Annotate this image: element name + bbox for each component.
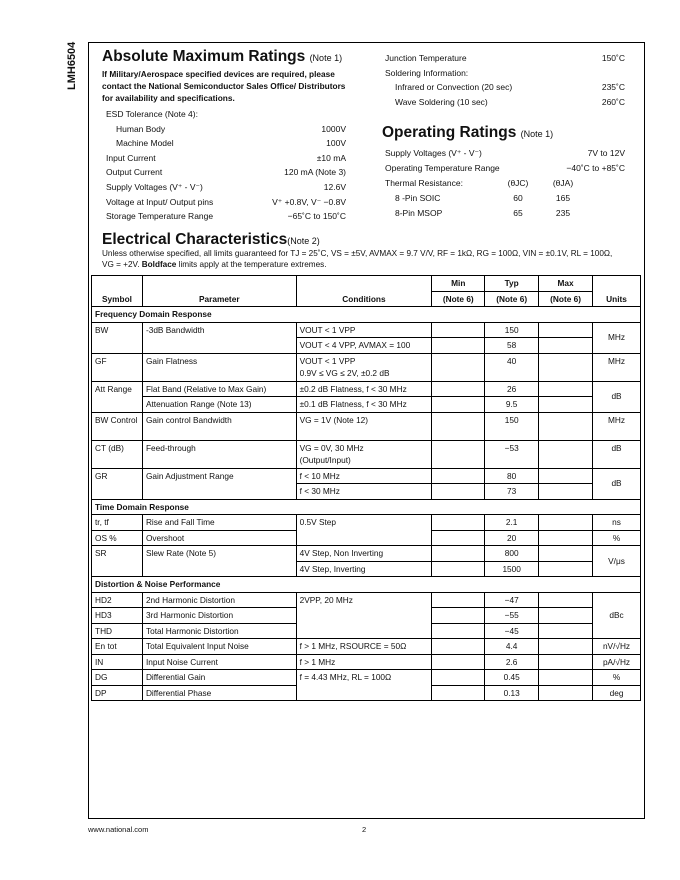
max-cell [539,639,593,655]
ec-title: Electrical Characteristics [102,231,288,248]
ec-heading [102,231,320,249]
header-min-note: (Note 6) [432,291,485,307]
parameter-cell: Input Noise Current [142,654,296,670]
amr-row-label: Human Body [116,124,166,134]
package-jc: 60 [513,193,523,203]
units-cell: % [593,670,641,686]
table-row [92,412,641,440]
units-cell: dB [593,381,641,412]
max-cell [539,530,593,546]
typ-cell: 0.45 [485,670,539,686]
symbol-cell: SR [92,546,143,577]
opr-row-label: Operating Temperature Range [385,163,500,173]
footer-url[interactable]: www.national.com [88,825,149,834]
header-units: Units [593,276,641,307]
table-row [92,381,641,397]
header-max-note: (Note 6) [539,291,593,307]
parameter-cell: Total Equivalent Input Noise [142,639,296,655]
amr-row-value: 100V [326,138,346,148]
amr-row-value: 1000V [321,124,346,134]
amr-row-value: 12.6V [323,182,346,192]
parameter-cell: 2nd Harmonic Distortion [142,592,296,608]
section-row [92,499,641,515]
theta-ja-header: (θJA) [552,178,574,188]
conditions-cell: 2VPP, 20 MHz [296,592,432,639]
typ-cell: 40 [485,353,539,381]
min-cell [432,639,485,655]
typ-cell: −55 [485,608,539,624]
max-cell [539,412,593,440]
opr-heading [382,124,553,142]
package-jc: 65 [513,208,523,218]
table-row [92,353,641,381]
table-row [92,468,641,484]
theta-jc-header: (θJC) [507,178,529,188]
section-distortion: Distortion & Noise Performance [92,577,641,593]
min-cell [432,561,485,577]
package-ja: 165 [555,193,571,203]
header-conditions: Conditions [296,276,432,307]
symbol-cell: BW Control [92,412,143,440]
amr-title: Absolute Maximum Ratings [102,48,306,65]
parameter-cell: Flat Band (Relative to Max Gain) [142,381,296,397]
ec-lead-text [102,249,622,270]
parameter-cell: Gain Adjustment Range [142,468,296,499]
min-cell [432,608,485,624]
max-cell [539,623,593,639]
amr-row-label: Supply Voltages (V⁺ - V⁻) [106,182,203,192]
conditions-cell [296,353,432,381]
parameter-cell: Feed-through [142,440,296,468]
max-cell [539,654,593,670]
max-cell [539,484,593,500]
units-cell: deg [593,685,641,701]
header-max: Max [539,276,593,292]
package-name: 8 -Pin SOIC [395,193,441,203]
max-cell [539,608,593,624]
table-row [92,639,641,655]
amr-row-label: Storage Temperature Range [106,211,214,221]
header-symbol: Symbol [92,276,143,307]
parameter-cell: Rise and Fall Time [142,515,296,531]
amr-right-label: Infrared or Convection (20 sec) [395,82,513,92]
ec-note: (Note 2) [287,236,320,246]
conditions-line: VG = 0V, 30 MHz [299,442,364,453]
symbol-cell: DG [92,670,143,686]
typ-cell: −47 [485,592,539,608]
symbol-cell: En tot [92,639,143,655]
typ-cell: 20 [485,530,539,546]
typ-cell: −53 [485,440,539,468]
units-cell: MHz [593,412,641,440]
max-cell [539,685,593,701]
symbol-cell: Att Range [92,381,143,412]
parameter-cell: 3rd Harmonic Distortion [142,608,296,624]
conditions-cell: 4V Step, Non Inverting [296,546,432,562]
units-cell: nV/√Hz [593,639,641,655]
min-cell [432,484,485,500]
typ-cell: 73 [485,484,539,500]
amr-right-label: Wave Soldering (10 sec) [395,97,488,107]
max-cell [539,381,593,397]
symbol-cell: DP [92,685,143,701]
conditions-cell: ±0.1 dB Flatness, f < 30 MHz [296,397,432,413]
conditions-cell: VG = 1V (Note 12) [296,412,432,440]
conditions-cell: f < 10 MHz [296,468,432,484]
units-cell: pA/√Hz [593,654,641,670]
units-cell: V/μs [593,546,641,577]
thermal-label: Thermal Resistance: [385,178,463,188]
min-cell [432,546,485,562]
units-cell: MHz [593,353,641,381]
table-row [92,546,641,562]
symbol-cell: IN [92,654,143,670]
symbol-cell: CT (dB) [92,440,143,468]
conditions-cell: f = 4.43 MHz, RL = 100Ω [296,670,432,701]
typ-cell: 0.13 [485,685,539,701]
conditions-cell: f > 1 MHz [296,654,432,670]
amr-row-label: Input Current [106,153,156,163]
max-cell [539,322,593,338]
opr-row-value: −40˚C to +85˚C [566,163,625,173]
conditions-cell: VOUT < 4 VPP, AVMAX = 100 [296,338,432,354]
header-parameter: Parameter [142,276,296,307]
table-header-row [92,276,641,292]
amr-row-value: ±10 mA [316,153,346,163]
amr-row-value: V⁺ +0.8V, V⁻ −0.8V [272,197,346,207]
typ-cell: −45 [485,623,539,639]
amr-right-value: 260˚C [601,97,625,107]
amr-right-value: 150˚C [601,53,625,63]
typ-cell: 4.4 [485,639,539,655]
symbol-cell: GF [92,353,143,381]
header-typ: Typ [485,276,539,292]
units-cell: % [593,530,641,546]
table-row [92,515,641,531]
min-cell [432,654,485,670]
table-row [92,670,641,686]
parameter-cell: Overshoot [142,530,296,546]
package-ja: 235 [555,208,571,218]
conditions-cell: f > 1 MHz, RSOURCE = 50Ω [296,639,432,655]
opr-title: Operating Ratings [382,124,517,141]
typ-cell: 58 [485,338,539,354]
electrical-characteristics-table [91,275,641,701]
parameter-cell: Gain control Bandwidth [142,412,296,440]
amr-row-label: ESD Tolerance (Note 4): [106,109,198,119]
max-cell [539,592,593,608]
units-cell: ns [593,515,641,531]
section-time: Time Domain Response [92,499,641,515]
max-cell [539,468,593,484]
amr-right-value: 235˚C [601,82,625,92]
amr-row-label: Machine Model [116,138,174,148]
symbol-cell: OS % [92,530,143,546]
conditions-cell [296,440,432,468]
max-cell [539,670,593,686]
conditions-cell: 4V Step, Inverting [296,561,432,577]
page-number: 2 [362,825,367,834]
units-cell: dB [593,468,641,499]
typ-cell: 1500 [485,561,539,577]
max-cell [539,440,593,468]
conditions-cell: ±0.2 dB Flatness, f < 30 MHz [296,381,432,397]
max-cell [539,338,593,354]
amr-right-label: Junction Temperature [385,53,467,63]
min-cell [432,397,485,413]
table-row [92,322,641,338]
max-cell [539,515,593,531]
units-cell: dBc [593,592,641,639]
conditions-line: VOUT < 1 VPP [299,355,356,366]
package-name: 8-Pin MSOP [395,208,443,218]
opr-row-label: Supply Voltages (V⁺ - V⁻) [385,148,482,158]
symbol-cell: BW [92,322,143,353]
min-cell [432,338,485,354]
max-cell [539,353,593,381]
min-cell [432,592,485,608]
min-cell [432,623,485,639]
conditions-cell: f < 30 MHz [296,484,432,500]
symbol-cell: HD3 [92,608,143,624]
min-cell [432,353,485,381]
opr-note: (Note 1) [520,129,554,139]
ec-lead-bold: Boldface [141,259,177,269]
conditions-cell: VOUT < 1 VPP [296,322,432,338]
amr-row-value: −65˚C to 150˚C [287,211,346,221]
section-row [92,307,641,323]
typ-cell: 800 [485,546,539,562]
symbol-cell: THD [92,623,143,639]
symbol-cell: tr, tf [92,515,143,531]
typ-cell: 150 [485,322,539,338]
amr-right-label: Soldering Information: [385,68,469,78]
amr-row-label: Output Current [106,167,163,177]
min-cell [432,670,485,686]
header-typ-note: (Note 6) [485,291,539,307]
min-cell [432,381,485,397]
header-min: Min [432,276,485,292]
units-cell: dB [593,440,641,468]
opr-row-value: 7V to 12V [587,148,625,158]
section-frequency: Frequency Domain Response [92,307,641,323]
min-cell [432,322,485,338]
ec-lead: Unless otherwise specified, all limits guaranteed for TJ = 25˚C, VS = ±5V, AVMAX = 9.7 V/V, RF = 1kΩ, RG = 100Ω, VIN = ±0.1V, RL = 100Ω, VG = +2V. [102,249,613,269]
typ-cell: 80 [485,468,539,484]
max-cell [539,546,593,562]
parameter-cell: Differential Gain [142,670,296,686]
conditions-line: (Output/Input) [299,455,351,465]
part-number-tab: LMH6504 [66,41,78,90]
min-cell [432,515,485,531]
table-row [92,654,641,670]
typ-cell: 26 [485,381,539,397]
typ-cell: 2.1 [485,515,539,531]
max-cell [539,561,593,577]
section-row [92,577,641,593]
typ-cell: 9.5 [485,397,539,413]
table-row [92,397,641,413]
typ-cell: 2.6 [485,654,539,670]
parameter-cell: Total Harmonic Distortion [142,623,296,639]
typ-cell: 150 [485,412,539,440]
amr-row-value: 120 mA (Note 3) [284,167,346,177]
parameter-cell: Attenuation Range (Note 13) [142,397,296,413]
table-row [92,440,641,468]
amr-row-label: Voltage at Input/ Output pins [106,197,214,207]
table-row [92,592,641,608]
ec-lead-tail: limits apply at the temperature extremes. [178,259,327,269]
min-cell [432,412,485,440]
min-cell [432,685,485,701]
units-cell: MHz [593,322,641,353]
amr-heading [102,48,342,66]
symbol-cell: GR [92,468,143,499]
symbol-cell: HD2 [92,592,143,608]
min-cell [432,468,485,484]
max-cell [539,397,593,413]
min-cell [432,440,485,468]
amr-note: (Note 1) [309,53,343,63]
parameter-cell: Slew Rate (Note 5) [142,546,296,577]
parameter-cell: -3dB Bandwidth [142,322,296,353]
parameter-cell: Gain Flatness [142,353,296,381]
parameter-cell: Differential Phase [142,685,296,701]
conditions-line: 0.9V ≤ VG ≤ 2V, ±0.2 dB [299,368,390,378]
min-cell [432,530,485,546]
military-notice: If Military/Aerospace specified devices are required, please contact the National Semiconductor Sales Office/ Distributors for availability and specifications. [102,69,346,103]
conditions-cell: 0.5V Step [296,515,432,546]
